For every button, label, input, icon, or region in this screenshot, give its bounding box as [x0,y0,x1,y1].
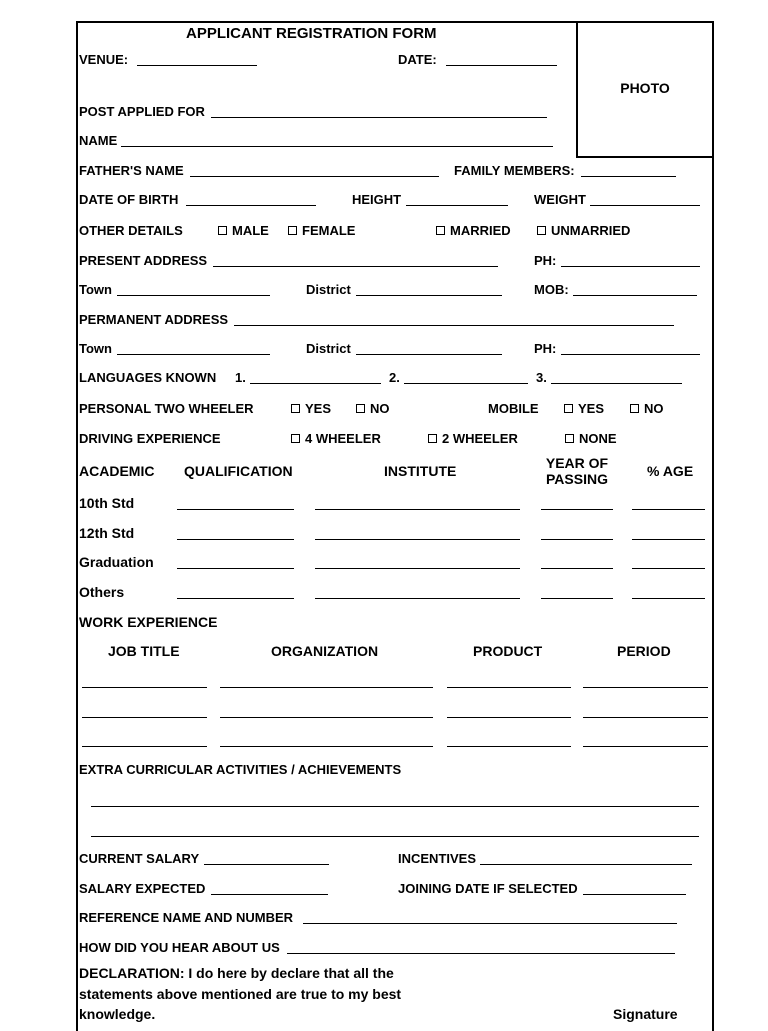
institute-field[interactable] [315,539,520,540]
academic-header: ACADEMIC [79,463,155,479]
language-1-field[interactable] [250,383,381,384]
two-wheeler-yes[interactable]: YES [291,401,331,417]
two-wheeler-option-checkbox[interactable] [428,434,437,443]
present-address-label: PRESENT ADDRESS [79,253,208,268]
two-wheeler-yes-checkbox[interactable] [291,404,300,413]
two-wheeler-no[interactable]: NO [356,401,390,417]
mobile-yes-checkbox[interactable] [564,404,573,413]
extra-curricular-label: EXTRA CURRICULAR ACTIVITIES / ACHIEVEMENTS [79,762,402,777]
mobile-label: MOBILE [488,401,539,416]
joining-date-field[interactable] [583,894,686,895]
product-field[interactable] [447,746,571,747]
four-wheeler-checkbox[interactable] [291,434,300,443]
fathers-name-field[interactable] [190,176,439,177]
institute-field[interactable] [315,568,520,569]
family-members-field[interactable] [581,176,676,177]
extra-curricular-field[interactable] [91,806,699,807]
percent-field[interactable] [632,568,705,569]
current-salary-label: CURRENT SALARY [79,851,200,866]
permanent-district-label: District [306,341,351,356]
year-field[interactable] [541,539,613,540]
dob-field[interactable] [186,205,316,206]
two-wheeler-label: PERSONAL TWO WHEELER [79,401,254,416]
venue-label: VENUE: [79,52,129,67]
mob-label: MOB: [534,282,569,297]
name-field[interactable] [121,146,553,147]
permanent-address-field[interactable] [234,325,674,326]
period-field[interactable] [583,717,708,718]
declaration-line-3: knowledge. [79,1006,156,1022]
female-option[interactable]: FEMALE [288,223,355,239]
institute-field[interactable] [315,509,520,510]
organization-field[interactable] [220,717,433,718]
present-address-field[interactable] [213,266,498,267]
venue-field[interactable] [137,65,257,66]
year-of-header: YEAR OF [545,455,609,471]
language-1-label: 1. [235,370,246,385]
job-title-field[interactable] [82,717,207,718]
year-field[interactable] [541,509,613,510]
two-wheeler-option[interactable]: 2 WHEELER [428,431,518,447]
percent-field[interactable] [632,539,705,540]
academic-row-label: 10th Std [79,495,135,511]
unmarried-checkbox[interactable] [537,226,546,235]
reference-label: REFERENCE NAME AND NUMBER [79,910,294,925]
family-members-label: FAMILY MEMBERS: [454,163,575,178]
organization-field[interactable] [220,746,433,747]
married-option[interactable]: MARRIED [436,223,511,239]
year-field[interactable] [541,598,613,599]
present-town-label: Town [79,282,112,297]
present-ph-label: PH: [534,253,557,268]
year-field[interactable] [541,568,613,569]
married-checkbox[interactable] [436,226,445,235]
academic-row-label: Graduation [79,554,154,570]
mobile-no-checkbox[interactable] [630,404,639,413]
male-checkbox[interactable] [218,226,227,235]
date-field[interactable] [446,65,557,66]
name-label: NAME [79,133,118,148]
language-2-label: 2. [389,370,400,385]
weight-field[interactable] [590,205,700,206]
height-field[interactable] [406,205,508,206]
present-district-label: District [306,282,351,297]
how-hear-field[interactable] [287,953,675,954]
permanent-ph-label: PH: [534,341,557,356]
language-2-field[interactable] [404,383,528,384]
dob-label: DATE OF BIRTH [79,192,179,207]
reference-field[interactable] [303,923,677,924]
salary-expected-field[interactable] [211,894,328,895]
other-details-label: OTHER DETAILS [79,223,183,238]
photo-label: PHOTO [620,80,670,96]
languages-known-label: LANGUAGES KNOWN [79,370,217,385]
qualification-field[interactable] [177,509,294,510]
post-applied-field[interactable] [211,117,547,118]
present-district-field[interactable] [356,295,502,296]
permanent-address-label: PERMANENT ADDRESS [79,312,229,327]
institute-field[interactable] [315,598,520,599]
job-title-field[interactable] [82,746,207,747]
qualification-header: QUALIFICATION [184,463,293,479]
post-applied-label: POST APPLIED FOR [79,104,205,119]
joining-date-label: JOINING DATE IF SELECTED [398,881,578,896]
academic-row-label: Others [79,584,125,600]
unmarried-option[interactable]: UNMARRIED [537,223,630,239]
permanent-district-field[interactable] [356,354,502,355]
none-checkbox[interactable] [565,434,574,443]
percent-header: % AGE [647,463,694,479]
present-ph-field[interactable] [561,266,700,267]
incentives-field[interactable] [480,864,692,865]
mobile-yes[interactable]: YES [564,401,604,417]
declaration-line-1: DECLARATION: I do here by declare that all the [79,965,394,981]
height-label: HEIGHT [352,192,402,207]
male-option[interactable]: MALE [218,223,269,239]
permanent-ph-field[interactable] [561,354,700,355]
fathers-name-label: FATHER'S NAME [79,163,184,178]
language-3-label: 3. [536,370,547,385]
language-3-field[interactable] [551,383,682,384]
qualification-field[interactable] [177,568,294,569]
declaration-line-2: statements above mentioned are true to my best [79,986,402,1002]
period-field[interactable] [583,746,708,747]
mob-field[interactable] [573,295,697,296]
product-field[interactable] [447,687,571,688]
product-field[interactable] [447,717,571,718]
qualification-field[interactable] [177,598,294,599]
institute-header: INSTITUTE [384,463,457,479]
four-wheeler-option[interactable]: 4 WHEELER [291,431,381,447]
two-wheeler-no-checkbox[interactable] [356,404,365,413]
mobile-no[interactable]: NO [630,401,664,417]
organization-header: ORGANIZATION [271,643,379,659]
date-label: DATE: [398,52,437,67]
salary-expected-label: SALARY EXPECTED [79,881,206,896]
driving-experience-label: DRIVING EXPERIENCE [79,431,221,446]
current-salary-field[interactable] [204,864,329,865]
none-option[interactable]: NONE [565,431,617,447]
permanent-town-field[interactable] [117,354,270,355]
academic-row-label: 12th Std [79,525,135,541]
percent-field[interactable] [632,598,705,599]
how-hear-label: HOW DID YOU HEAR ABOUT US [79,940,280,955]
period-field[interactable] [583,687,708,688]
weight-label: WEIGHT [534,192,586,207]
form-title: APPLICANT REGISTRATION FORM [186,25,437,42]
work-experience-header: WORK EXPERIENCE [79,614,218,630]
job-title-field[interactable] [82,687,207,688]
extra-curricular-field[interactable] [91,836,699,837]
qualification-field[interactable] [177,539,294,540]
product-header: PRODUCT [473,643,543,659]
incentives-label: INCENTIVES [398,851,477,866]
permanent-town-label: Town [79,341,112,356]
period-header: PERIOD [617,643,671,659]
present-town-field[interactable] [117,295,270,296]
percent-field[interactable] [632,509,705,510]
organization-field[interactable] [220,687,433,688]
job-title-header: JOB TITLE [108,643,180,659]
signature-label: Signature [613,1006,678,1022]
passing-header: PASSING [546,471,608,487]
female-checkbox[interactable] [288,226,297,235]
